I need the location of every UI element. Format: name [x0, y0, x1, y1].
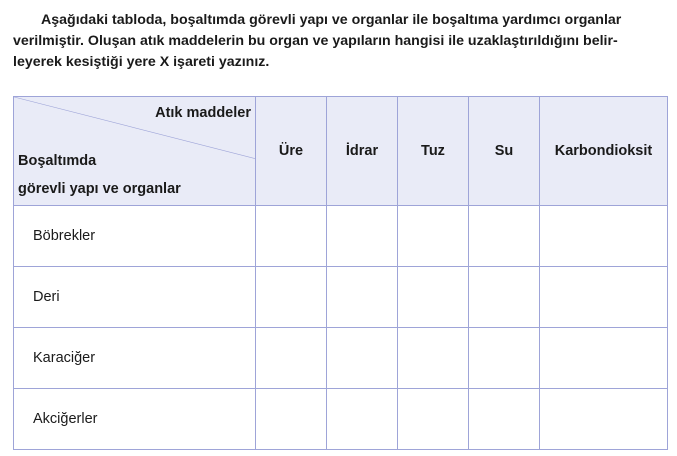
- answer-cell[interactable]: [469, 389, 540, 450]
- answer-cell[interactable]: [540, 328, 668, 389]
- answer-cell[interactable]: [469, 328, 540, 389]
- row-label-bobrekler: Böbrekler: [14, 206, 256, 267]
- answer-cell[interactable]: [327, 206, 398, 267]
- answer-cell[interactable]: [398, 328, 469, 389]
- answer-cell[interactable]: [540, 267, 668, 328]
- table-row: [14, 389, 668, 450]
- instruction-line-1: Aşağıdaki tabloda, boşaltımda görevli yapı ve organlar ile boşaltıma yardımcı organlar: [41, 12, 622, 28]
- answer-cell[interactable]: [540, 206, 668, 267]
- column-header-ure: Üre: [256, 97, 327, 206]
- table-row: [14, 267, 668, 328]
- answer-cell[interactable]: [256, 267, 327, 328]
- corner-header-cell: [14, 97, 256, 206]
- answer-cell[interactable]: [327, 328, 398, 389]
- table-row: [14, 328, 668, 389]
- answer-cell[interactable]: [256, 328, 327, 389]
- answer-cell[interactable]: [398, 206, 469, 267]
- waste-organ-table: [13, 96, 668, 450]
- answer-cell[interactable]: [469, 206, 540, 267]
- column-header-idrar: İdrar: [327, 97, 398, 206]
- answer-cell[interactable]: [398, 389, 469, 450]
- table-row: [14, 206, 668, 267]
- answer-cell[interactable]: [327, 267, 398, 328]
- instruction-line-3: leyerek kesiştiği yere X işareti yazınız.: [13, 54, 270, 70]
- row-axis-label-line-2: görevli yapı ve organlar: [18, 181, 181, 197]
- column-axis-label: Atık maddeler: [155, 105, 251, 121]
- answer-cell[interactable]: [327, 389, 398, 450]
- column-header-karbondioksit: Karbondioksit: [540, 97, 668, 206]
- column-header-tuz: Tuz: [398, 97, 469, 206]
- column-header-su: Su: [469, 97, 540, 206]
- instruction-line-2: verilmiştir. Oluşan atık maddelerin bu organ ve yapıların hangisi ile uzaklaştırıldığını belir-: [13, 33, 618, 49]
- answer-cell[interactable]: [469, 267, 540, 328]
- row-axis-label-line-1: Boşaltımda: [18, 153, 97, 169]
- row-label-deri: Deri: [14, 267, 256, 328]
- row-label-karaciger: Karaciğer: [14, 328, 256, 389]
- row-label-akcigerler: Akciğerler: [14, 389, 256, 450]
- header-row: [14, 97, 668, 206]
- answer-cell[interactable]: [256, 206, 327, 267]
- row-axis-label: [18, 147, 181, 203]
- answer-cell[interactable]: [540, 389, 668, 450]
- answer-cell[interactable]: [398, 267, 469, 328]
- answer-cell[interactable]: [256, 389, 327, 450]
- instruction-text: [13, 10, 668, 73]
